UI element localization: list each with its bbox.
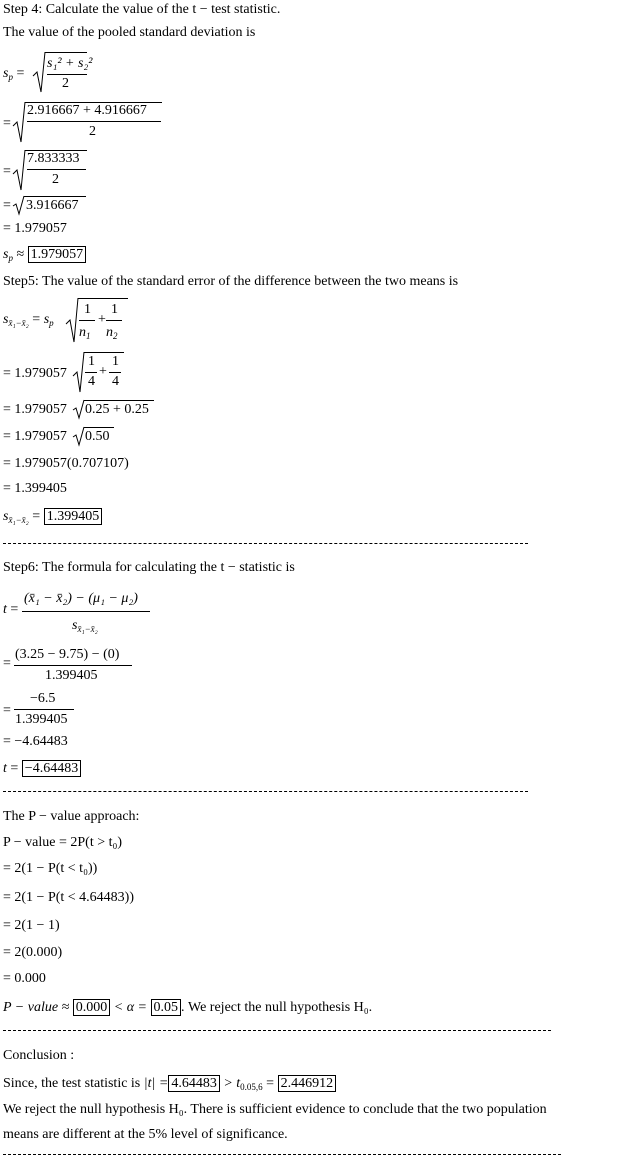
radical-bar — [84, 400, 154, 401]
radical-sign — [13, 195, 24, 215]
se-line4-coef: = 1.979057 — [3, 429, 67, 444]
pvalue-line2: = 2(1 − P(t < t₀)) — [3, 861, 98, 876]
fraction-bar — [27, 169, 86, 170]
n1-den: $n_1$ — [79, 325, 91, 341]
fraction-bar — [27, 121, 161, 122]
pvalue-final-line: P − value ≈ 0.000 < α = 0.05 . We reject the null hypothesis H₀. — [3, 1000, 373, 1015]
fraction-bar — [14, 665, 132, 666]
radical-sign — [73, 426, 84, 446]
sp-result-box: 1.979057 — [28, 246, 87, 263]
radical-sign — [73, 399, 84, 419]
step6-numerator-3: −6.5 — [30, 691, 56, 706]
fraction-bar — [22, 611, 150, 612]
t-label: t = — [3, 602, 19, 617]
pvalue-line1: P − value = 2P(t > t₀) — [3, 835, 123, 850]
section-divider — [3, 1030, 551, 1031]
se-sqrt-value: 0.50 — [85, 429, 110, 444]
alpha-box: 0.05 — [151, 999, 182, 1016]
equals-sign: = — [3, 198, 11, 213]
step4-intro: The value of the pooled standard deviation is — [3, 25, 256, 40]
step4-denominator-3: 2 — [52, 172, 59, 187]
one-num-2: 1 — [111, 302, 118, 317]
plus-sign: + — [98, 312, 106, 327]
radical-sign — [73, 350, 84, 394]
radical-bar — [84, 427, 114, 428]
critical-value-box: 2.446912 — [278, 1075, 337, 1092]
equals-sign: = — [3, 656, 11, 671]
t-formula-denominator: $s_{x̄_1-x̄_2}$ — [72, 618, 98, 634]
pvalue-heading: The P − value approach: — [3, 809, 140, 824]
four-den-1: 4 — [88, 374, 95, 389]
pvalue-line5: = 2(0.000) — [3, 945, 63, 960]
fraction-bar — [85, 372, 97, 373]
step6-line4: = −4.64483 — [3, 734, 68, 749]
step6-numerator-2: (3.25 − 9.75) − (0) — [15, 647, 120, 662]
step4-heading: Step 4: Calculate the value of the t − test statistic. — [3, 2, 281, 17]
step4-numerator-2: 2.916667 + 4.916667 — [27, 103, 147, 118]
n2-den: $n_2$ — [106, 325, 118, 341]
one-num-4: 1 — [112, 354, 119, 369]
conclusion-since-line: Since, the test statistic is $|t| = 4.64483 > t_{0.05,6} = 2.446912$ — [3, 1075, 336, 1095]
se-result-box: 1.399405 — [44, 508, 103, 525]
step6-denominator-2: 1.399405 — [45, 668, 98, 683]
se-line5: = 1.979057(0.707107) — [3, 456, 129, 471]
equals-sign: = — [3, 703, 11, 718]
se-line3-coef: = 1.979057 — [3, 402, 67, 417]
se-sqrt-sum: 0.25 + 0.25 — [85, 402, 149, 417]
fraction-bar — [109, 372, 121, 373]
conclusion-heading: Conclusion : — [3, 1048, 75, 1063]
abs-t-box: 4.64483 — [168, 1075, 220, 1092]
radical-bar — [78, 298, 128, 299]
step4-line5: = 1.979057 — [3, 221, 67, 236]
step6-result-line: t = −4.64483 — [3, 760, 81, 777]
sp-formula-denominator: 2 — [62, 76, 69, 91]
four-den-2: 4 — [112, 374, 119, 389]
conclusion-paragraph-2: means are different at the 5% level of significance. — [3, 1127, 288, 1142]
step6-denominator-3: 1.399405 — [15, 712, 68, 727]
se-result-line: $s_{x̄_1-x̄_2} = 1.399405$ — [3, 508, 102, 528]
pvalue-line4: = 2(1 − 1) — [3, 918, 60, 933]
radical-sign — [66, 296, 78, 344]
step4-denominator-2: 2 — [89, 124, 96, 139]
step4-sqrt-value: 3.916667 — [26, 198, 79, 213]
radical-sign — [13, 100, 25, 144]
t-formula-numerator: (x̄₁ − x̄₂) − (μ₁ − μ₂) — [24, 591, 138, 606]
pvalue-line3: = 2(1 − P(t < 4.64483)) — [3, 890, 135, 905]
radical-bar — [84, 352, 124, 353]
fraction-bar — [14, 709, 74, 710]
fraction-bar — [106, 320, 122, 321]
one-num-1: 1 — [84, 302, 91, 317]
one-num-3: 1 — [88, 354, 95, 369]
pvalue-result-box: 0.000 — [73, 999, 111, 1016]
step5-heading: Step5: The value of the standard error of the difference between the two means is — [3, 274, 459, 289]
conclusion-paragraph-1: We reject the null hypothesis H₀. There is sufficient evidence to conclude that the two population — [3, 1102, 547, 1117]
sp-label: $s_p$ = — [3, 66, 25, 82]
step4-result-line: $s_p \approx 1.979057$ — [3, 246, 86, 266]
sp-formula-numerator: s₁² + s₂² — [47, 56, 93, 71]
section-divider — [3, 791, 528, 792]
se-line6: = 1.399405 — [3, 481, 67, 496]
fraction-bar — [79, 320, 95, 321]
section-divider — [3, 543, 528, 544]
se-formula-lhs: $s_{x̄_1-x̄_2} = s_p$ — [3, 312, 54, 328]
radical-bar — [45, 52, 87, 53]
se-line2-coef: = 1.979057 — [3, 366, 67, 381]
radical-sign — [33, 50, 45, 94]
t-result-box: −4.64483 — [22, 760, 81, 777]
plus-sign: + — [99, 364, 107, 379]
radical-bar — [24, 196, 86, 197]
pvalue-line6: = 0.000 — [3, 971, 46, 986]
equals-sign: = — [3, 116, 11, 131]
radical-sign — [13, 148, 25, 192]
section-divider — [3, 1154, 561, 1155]
equals-sign: = — [3, 164, 11, 179]
step4-numerator-3: 7.833333 — [27, 151, 80, 166]
step6-heading: Step6: The formula for calculating the t − statistic is — [3, 560, 295, 575]
fraction-bar — [47, 74, 87, 75]
